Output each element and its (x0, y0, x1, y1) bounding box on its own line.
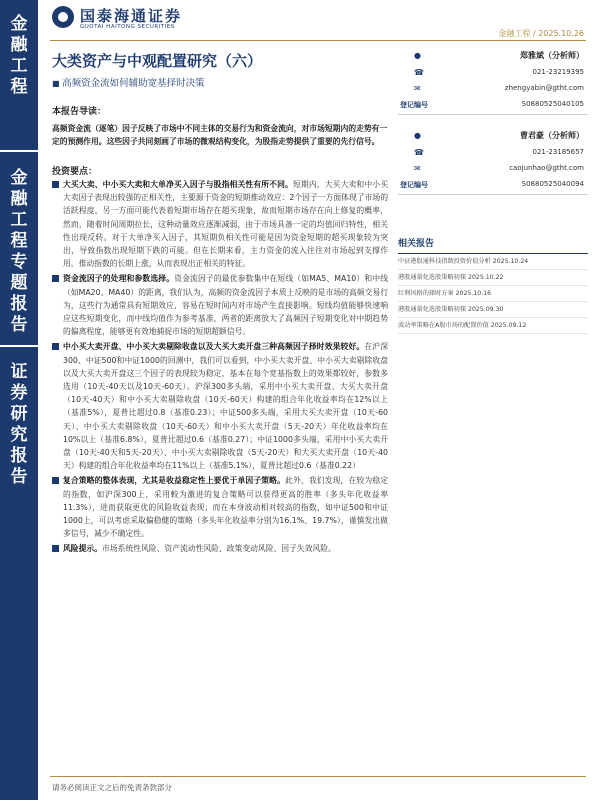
point-text: 此外，我们发现，在较为稳定的指数，如沪深300上，采用較为激进的复合策略可以获得更高的胜率（多头年化收益率11.3%），进而获取更优的风险收益表现；而在本身波动相对较高的指数，如中证500和中证1000上，可以考虑采取偏稳健的策略（多头年化收益率分别为16.1%、19.7%），谨慎发出做多信号，减少不确定性。 (63, 476, 389, 539)
analyst-email[interactable]: zhengyabin@gtht.com (504, 84, 584, 92)
analyst-phone: 021-23219395 (532, 68, 584, 76)
sidebar-label-middle: 金融工程专题报告 (10, 168, 28, 335)
list-item (52, 542, 388, 555)
related-reports (398, 236, 588, 334)
analyst-name: 郑雅斌（分析师） (520, 51, 584, 60)
sidebar-divider (0, 150, 38, 152)
list-item (52, 178, 388, 270)
person-icon: ● (414, 131, 421, 140)
analyst-reg-label: 登记编号 (400, 101, 428, 109)
sidebar (0, 0, 38, 800)
point-text: 资金流因子的最优参数集中在短线（如MA5、MA10）和中线（如MA20、MA40）的距离，我们认为，高频的资金流因子本质上反映的是市场的高频交易行为，这些行为通常具有短期效应，容易在短时间内对市场产生直接影响。短线均值能够快速响应这些短期变化，而中线均值作为参考基准，两者的距离放大了高频因子短期变化对中期趋势的偏离程度，能够更有效地捕捉市场的短期超额信号。 (63, 274, 388, 337)
mail-icon: ✉ (414, 164, 421, 173)
mail-icon: ✉ (414, 84, 421, 93)
phone-icon: ☎ (414, 148, 424, 157)
point-text: 短期内，大买大卖和中小买大卖因子表现出较强的正相关性，主要源于资金的短期推动效应：2个因子一方面体现了市场的活跃程度，另一方面可能代表着短期市场存在超买现象，故而短期市场存在向上修复的概率，然而，随着时间周期拉长，这种动量效应逐渐减弱，由于市场具备一定的均值回归特性，相关性出现反转。对于大单净买入因子，其短期负相关性可能是因为资金短期的超买现象较为突出，导致指数出现短期下跌的可能。但在长期来看，主力资金的流入往往对市场起到支撑作用，推动指数的长期上涨，从而表现出正相关的特征。 (63, 180, 389, 269)
header-date: 2025.10.26 (538, 29, 584, 38)
point-text: 在沪深300、中证500和中证1000的回测中，我们可以看到，中小买大卖开盘、中小买大卖剔除收盘以及大买大卖开盘这三个因子的表现较为稳定，基本在每个宽基指数上的效果都较好，参数多选用（10天-40天以及10天-60天）。沪深300多头端，采用中小买大卖开盘、大买大卖开盘（10天-40天）和中小买大卖剔除收盘（10天-60天）构建的组合年化收益率均在12%以上（基准5%），夏普比超过0.8（基准0.23）；中证500多头端，采用大买大卖开盘（10天-60天）、中小买大卖剔除收盘（10天-60天）和中小买大卖开盘（5天-20天）年化收益率均在10%以上（基准6.8%），夏普比超过0.6（基准0.27）；中证1000多头端，采用中小买大卖开盘（10天-40天和5天-20天）、中小买大卖剔除收盘（5天-20天）和大买大卖开盘（10天-40天）构建的组合年化收益率均在11%以上（基准5.1%），夏普比超过0.6（基准0.22） (63, 342, 389, 471)
header-separator: / (532, 29, 539, 38)
guide-heading: 本报告导读： (52, 107, 107, 117)
analyst-email[interactable]: caojunhao@gtht.com (509, 164, 584, 172)
company-logo-icon (52, 6, 74, 28)
company-logo-english: GUOTAI HAITONG SECURITIES (80, 24, 175, 30)
footer-divider (50, 776, 586, 777)
analyst-phone: 021-23185657 (532, 148, 584, 156)
related-report-link[interactable]: 港股通量化选股策略初探 2025.09.30 (398, 302, 588, 318)
analyst-reg-label: 登记编号 (400, 181, 428, 189)
analyst-reg-number: S0880525040105 (521, 100, 584, 108)
company-logo-name: 国泰海通证券 (80, 7, 183, 25)
analyst-reg-number: S0880525040094 (521, 180, 584, 188)
footer-disclaimer: 请务必阅读正文之后的免责条款部分 (52, 783, 172, 792)
points-heading: 投资要点： (52, 167, 98, 177)
person-icon: ● (414, 51, 421, 60)
list-item (52, 272, 388, 338)
point-bold: 复合策略的整体表现，尤其是收益稳定性上要优于单因子策略。 (63, 476, 286, 486)
point-bold: 风险提示。 (63, 544, 102, 554)
sidebar-label-bottom: 证券研究报告 (10, 362, 28, 487)
related-report-link[interactable]: 港股通量化选股策略初探 2025.10.22 (398, 270, 588, 286)
related-report-link[interactable]: 波动率策略在A股市场的配置价值 2025.09.12 (398, 318, 588, 334)
analyst-divider (398, 114, 588, 115)
header-divider (50, 40, 586, 41)
header-section: 金融工程 (498, 29, 531, 38)
analyst-card (398, 50, 588, 130)
analyst-divider (398, 194, 588, 195)
related-report-link[interactable]: 中证港股通科技指数投资价值分析 2025.10.24 (398, 254, 588, 270)
related-report-link[interactable]: 红利风格的择时方案 2025.10.16 (398, 286, 588, 302)
list-item (52, 474, 388, 540)
header-meta (498, 28, 584, 39)
point-bold: 资金流因子的处理和参数选择。 (63, 274, 175, 284)
guide-text: 高频资金流（逐笔）因子反映了市场中不同主体的交易行为和资金流向，对市场短期内的走势有一定的预测作用。这些因子共同刻画了市场的微观结构变化，为股指走势提供了重要的先行信号。 (52, 124, 388, 146)
analyst-card (398, 130, 588, 230)
analyst-panel (398, 50, 588, 230)
report-title: 大类资产与中观配置研究（六） (52, 52, 263, 70)
sidebar-divider (0, 345, 38, 347)
list-item (52, 340, 388, 472)
sidebar-label-top: 金融工程 (10, 14, 28, 97)
phone-icon: ☎ (414, 68, 424, 77)
report-subtitle: ■ 高频资金流如何辅助宽基择时决策 (52, 75, 205, 89)
point-text: 市场系统性风险、资产流动性风险、政策变动风险、因子失效风险。 (101, 544, 336, 554)
analyst-name: 曹君豪（分析师） (520, 131, 584, 140)
related-reports-title: 相关报告 (398, 236, 588, 254)
point-bold: 大买大卖、中小买大卖和大单净买入因子与股指相关性有所不同。 (63, 180, 293, 189)
point-bold: 中小买大卖开盘、中小买大卖剔除收盘以及大买大卖开盘三种高频因子择时效果较好。 (63, 342, 365, 352)
points-list (52, 178, 388, 558)
